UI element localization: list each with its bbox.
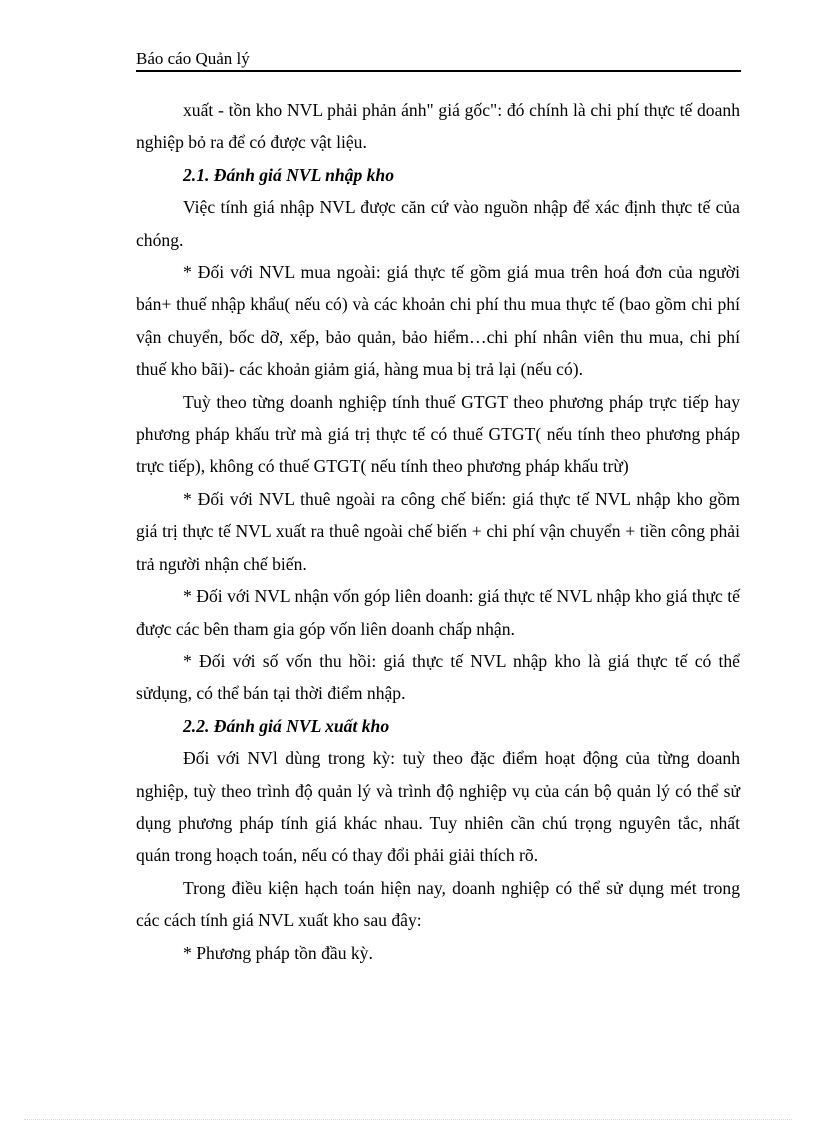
paragraph-materials-used: Đối với NVl dùng trong kỳ: tuỳ theo đặc điểm hoạt động của từng doanh nghiệp, tuỳ theo trình độ quản lý và trình độ nghiệp vụ của cán bộ quản lý có thể sử dụng phương pháp tính giá khác nhau. Tuy nhiên cần chú trọng nguyên tắc, nhất quán trong hoạch toán, nếu có thay đổi phải giải thích rõ. — [136, 748, 740, 866]
section-heading-2-2: 2.2. Đánh giá NVL xuất kho — [183, 715, 390, 736]
paragraph-continuation: xuất - tồn kho NVL phải phản ánh" giá gốc": đó chính là chi phí thực tế doanh nghiệp bỏ ra để có được vật liệu. — [136, 100, 740, 153]
paragraph-import-pricing: Việc tính giá nhập NVL được căn cứ vào nguồn nhập để xác định thực tế của chóng. — [136, 197, 740, 250]
paragraph-joint-venture-capital: * Đối với NVL nhận vốn góp liên doanh: giá thực tế NVL nhập kho giá thực tế được các bên tham gia góp vốn liên doanh chấp nhận. — [136, 586, 740, 639]
document-body — [136, 94, 740, 969]
paragraph-vat-method: Tuỳ theo từng doanh nghiệp tính thuế GTGT theo phương pháp trực tiếp hay phương pháp khấu trừ mà giá trị thực tế có thuế GTGT( nếu tính theo phương pháp trực tiếp), không có thuế GTGT( nếu tính theo phương pháp khấu trừ) — [136, 391, 740, 477]
paragraph-outsourced-processing: * Đối với NVL thuê ngoài ra công chế biến: giá thực tế NVL nhập kho gồm giá trị thực tế NVL xuất ra thuê ngoài chế biến + chi phí vận chuyển + tiền công phải trả người nhận chế biến. — [136, 488, 740, 574]
paragraph-pricing-methods: Trong điều kiện hạch toán hiện nay, doanh nghiệp có thể sử dụng mét trong các cách tính giá NVL xuất kho sau đây: — [136, 877, 740, 931]
header-title: Báo cáo Quản lý — [136, 49, 250, 68]
section-heading-2-1: 2.1. Đánh giá NVL nhập kho — [183, 164, 395, 185]
page-header — [136, 48, 741, 72]
paragraph-purchased-materials: * Đối với NVL mua ngoài: giá thực tế gồm giá mua trên hoá đơn của người bán+ thuế nhập khẩu( nếu có) và các khoản chi phí thu mua thực tế (bao gồm chi phí vận chuyển, bốc dỡ, xếp, bảo quản, bảo hiểm…chi phí nhân viên thu mua, chi phí thuế kho bãi)- các khoản giảm giá, hàng mua bị trả lại (nếu có). — [136, 262, 740, 380]
paragraph-opening-stock-method: * Phương pháp tồn đầu kỳ. — [183, 942, 373, 963]
paragraph-recovered-capital: * Đối với số vốn thu hồi: giá thực tế NVL nhập kho là giá thực tế có thể sửdụng, có thể bán tại thời điểm nhập. — [136, 650, 740, 704]
footer-divider — [24, 1119, 792, 1120]
